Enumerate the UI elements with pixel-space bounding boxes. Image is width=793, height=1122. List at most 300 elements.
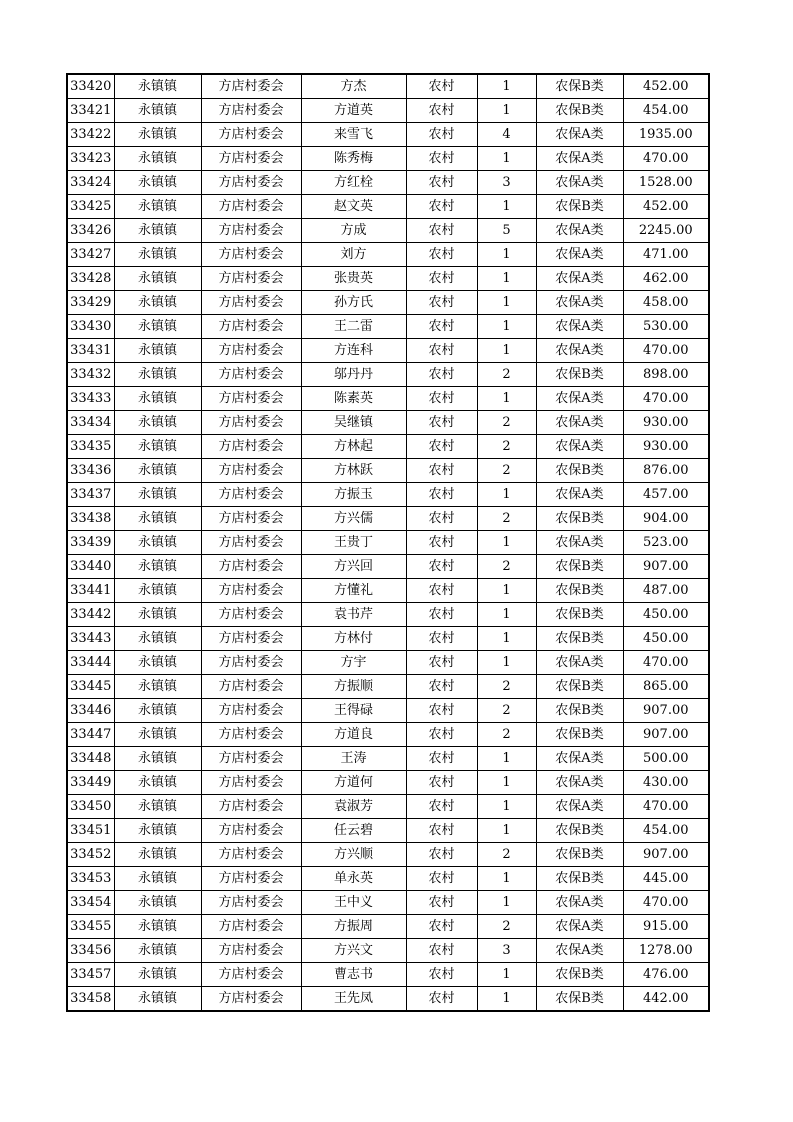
table-row [67, 987, 709, 1012]
cell-village-committee: 方店村委会 [201, 219, 301, 243]
cell-town: 永镇镇 [114, 795, 201, 819]
cell-person-count: 2 [477, 699, 536, 723]
cell-record-id: 33428 [67, 267, 114, 291]
table-row [67, 771, 709, 795]
cell-amount: 470.00 [623, 651, 709, 675]
cell-record-id: 33423 [67, 147, 114, 171]
cell-insurance-type: 农保A类 [536, 939, 623, 963]
cell-person-name: 孙方氏 [301, 291, 406, 315]
cell-amount: 2245.00 [623, 219, 709, 243]
cell-record-id: 33432 [67, 363, 114, 387]
cell-record-id: 33452 [67, 843, 114, 867]
cell-record-id: 33440 [67, 555, 114, 579]
cell-village-committee: 方店村委会 [201, 171, 301, 195]
cell-amount: 930.00 [623, 435, 709, 459]
cell-insurance-type: 农保B类 [536, 675, 623, 699]
cell-person-count: 1 [477, 315, 536, 339]
table-row [67, 291, 709, 315]
table-row [67, 795, 709, 819]
table-row [67, 99, 709, 123]
cell-amount: 907.00 [623, 843, 709, 867]
cell-category: 农村 [406, 315, 477, 339]
cell-person-name: 曹志书 [301, 963, 406, 987]
cell-village-committee: 方店村委会 [201, 291, 301, 315]
cell-category: 农村 [406, 867, 477, 891]
cell-category: 农村 [406, 939, 477, 963]
cell-insurance-type: 农保B类 [536, 963, 623, 987]
cell-insurance-type: 农保A类 [536, 747, 623, 771]
cell-category: 农村 [406, 627, 477, 651]
cell-town: 永镇镇 [114, 243, 201, 267]
cell-person-count: 1 [477, 531, 536, 555]
cell-town: 永镇镇 [114, 363, 201, 387]
table-row [67, 459, 709, 483]
cell-category: 农村 [406, 339, 477, 363]
cell-category: 农村 [406, 219, 477, 243]
cell-town: 永镇镇 [114, 459, 201, 483]
cell-record-id: 33454 [67, 891, 114, 915]
cell-person-count: 1 [477, 291, 536, 315]
cell-village-committee: 方店村委会 [201, 891, 301, 915]
cell-category: 农村 [406, 267, 477, 291]
cell-insurance-type: 农保A类 [536, 147, 623, 171]
cell-record-id: 33436 [67, 459, 114, 483]
cell-person-name: 方林付 [301, 627, 406, 651]
cell-village-committee: 方店村委会 [201, 795, 301, 819]
cell-person-count: 1 [477, 99, 536, 123]
cell-person-name: 张贵英 [301, 267, 406, 291]
cell-amount: 915.00 [623, 915, 709, 939]
cell-person-count: 1 [477, 963, 536, 987]
cell-record-id: 33445 [67, 675, 114, 699]
cell-amount: 462.00 [623, 267, 709, 291]
cell-category: 农村 [406, 483, 477, 507]
cell-record-id: 33425 [67, 195, 114, 219]
cell-village-committee: 方店村委会 [201, 843, 301, 867]
cell-person-name: 方道英 [301, 99, 406, 123]
cell-person-name: 方懂礼 [301, 579, 406, 603]
cell-amount: 500.00 [623, 747, 709, 771]
cell-insurance-type: 农保A类 [536, 219, 623, 243]
cell-person-name: 陈秀梅 [301, 147, 406, 171]
cell-category: 农村 [406, 795, 477, 819]
table-row [67, 747, 709, 771]
cell-amount: 450.00 [623, 603, 709, 627]
cell-category: 农村 [406, 915, 477, 939]
cell-person-name: 方道良 [301, 723, 406, 747]
cell-insurance-type: 农保B类 [536, 627, 623, 651]
cell-village-committee: 方店村委会 [201, 987, 301, 1012]
cell-insurance-type: 农保B类 [536, 459, 623, 483]
cell-town: 永镇镇 [114, 867, 201, 891]
cell-person-count: 1 [477, 891, 536, 915]
cell-amount: 523.00 [623, 531, 709, 555]
cell-insurance-type: 农保B类 [536, 74, 623, 99]
cell-category: 农村 [406, 195, 477, 219]
cell-village-committee: 方店村委会 [201, 387, 301, 411]
cell-village-committee: 方店村委会 [201, 459, 301, 483]
cell-record-id: 33444 [67, 651, 114, 675]
cell-village-committee: 方店村委会 [201, 531, 301, 555]
cell-category: 农村 [406, 99, 477, 123]
cell-person-count: 1 [477, 795, 536, 819]
cell-amount: 458.00 [623, 291, 709, 315]
cell-record-id: 33420 [67, 74, 114, 99]
cell-record-id: 33441 [67, 579, 114, 603]
cell-person-count: 4 [477, 123, 536, 147]
cell-person-count: 1 [477, 339, 536, 363]
table-row [67, 939, 709, 963]
cell-town: 永镇镇 [114, 387, 201, 411]
table-row [67, 243, 709, 267]
table-row [67, 867, 709, 891]
cell-insurance-type: 农保A类 [536, 123, 623, 147]
cell-insurance-type: 农保A类 [536, 411, 623, 435]
cell-record-id: 33458 [67, 987, 114, 1012]
cell-town: 永镇镇 [114, 315, 201, 339]
table-row [67, 267, 709, 291]
cell-person-count: 1 [477, 267, 536, 291]
cell-person-name: 吴继镇 [301, 411, 406, 435]
cell-person-count: 2 [477, 507, 536, 531]
cell-person-name: 方林起 [301, 435, 406, 459]
cell-amount: 1935.00 [623, 123, 709, 147]
cell-amount: 487.00 [623, 579, 709, 603]
cell-person-name: 王贵丁 [301, 531, 406, 555]
cell-category: 农村 [406, 987, 477, 1012]
cell-amount: 471.00 [623, 243, 709, 267]
cell-record-id: 33433 [67, 387, 114, 411]
cell-person-count: 2 [477, 675, 536, 699]
cell-record-id: 33426 [67, 219, 114, 243]
table-row [67, 891, 709, 915]
cell-person-count: 2 [477, 459, 536, 483]
cell-town: 永镇镇 [114, 507, 201, 531]
cell-insurance-type: 农保A类 [536, 891, 623, 915]
cell-village-committee: 方店村委会 [201, 315, 301, 339]
cell-insurance-type: 农保B类 [536, 843, 623, 867]
cell-amount: 907.00 [623, 723, 709, 747]
cell-category: 农村 [406, 819, 477, 843]
cell-person-count: 1 [477, 867, 536, 891]
cell-town: 永镇镇 [114, 939, 201, 963]
cell-record-id: 33456 [67, 939, 114, 963]
cell-person-name: 方兴回 [301, 555, 406, 579]
cell-record-id: 33457 [67, 963, 114, 987]
cell-person-name: 王涛 [301, 747, 406, 771]
cell-category: 农村 [406, 363, 477, 387]
table-row [67, 171, 709, 195]
cell-village-committee: 方店村委会 [201, 579, 301, 603]
cell-record-id: 33434 [67, 411, 114, 435]
cell-category: 农村 [406, 387, 477, 411]
cell-amount: 876.00 [623, 459, 709, 483]
cell-person-name: 方红栓 [301, 171, 406, 195]
cell-person-name: 袁淑芳 [301, 795, 406, 819]
table-row [67, 339, 709, 363]
cell-village-committee: 方店村委会 [201, 963, 301, 987]
cell-category: 农村 [406, 603, 477, 627]
cell-insurance-type: 农保A类 [536, 387, 623, 411]
cell-insurance-type: 农保B类 [536, 99, 623, 123]
cell-town: 永镇镇 [114, 891, 201, 915]
cell-village-committee: 方店村委会 [201, 363, 301, 387]
table-row [67, 123, 709, 147]
cell-town: 永镇镇 [114, 843, 201, 867]
cell-town: 永镇镇 [114, 987, 201, 1012]
cell-person-count: 1 [477, 387, 536, 411]
cell-village-committee: 方店村委会 [201, 267, 301, 291]
cell-category: 农村 [406, 699, 477, 723]
cell-person-count: 1 [477, 819, 536, 843]
cell-insurance-type: 农保A类 [536, 315, 623, 339]
cell-insurance-type: 农保B类 [536, 555, 623, 579]
cell-town: 永镇镇 [114, 435, 201, 459]
cell-insurance-type: 农保A类 [536, 339, 623, 363]
cell-record-id: 33435 [67, 435, 114, 459]
cell-town: 永镇镇 [114, 291, 201, 315]
cell-amount: 454.00 [623, 819, 709, 843]
cell-record-id: 33453 [67, 867, 114, 891]
cell-person-name: 方宇 [301, 651, 406, 675]
cell-person-name: 方振顺 [301, 675, 406, 699]
cell-village-committee: 方店村委会 [201, 627, 301, 651]
cell-record-id: 33439 [67, 531, 114, 555]
cell-insurance-type: 农保A类 [536, 171, 623, 195]
cell-village-committee: 方店村委会 [201, 771, 301, 795]
cell-insurance-type: 农保B类 [536, 579, 623, 603]
cell-insurance-type: 农保A类 [536, 483, 623, 507]
table-row [67, 387, 709, 411]
cell-person-name: 袁书芹 [301, 603, 406, 627]
cell-insurance-type: 农保B类 [536, 699, 623, 723]
cell-record-id: 33451 [67, 819, 114, 843]
cell-amount: 1278.00 [623, 939, 709, 963]
cell-category: 农村 [406, 579, 477, 603]
cell-person-name: 刘方 [301, 243, 406, 267]
cell-insurance-type: 农保A类 [536, 915, 623, 939]
cell-insurance-type: 农保A类 [536, 531, 623, 555]
cell-category: 农村 [406, 651, 477, 675]
cell-amount: 470.00 [623, 387, 709, 411]
cell-town: 永镇镇 [114, 555, 201, 579]
cell-insurance-type: 农保B类 [536, 819, 623, 843]
cell-amount: 430.00 [623, 771, 709, 795]
cell-person-name: 方兴儒 [301, 507, 406, 531]
cell-category: 农村 [406, 435, 477, 459]
cell-record-id: 33422 [67, 123, 114, 147]
cell-village-committee: 方店村委会 [201, 147, 301, 171]
cell-record-id: 33431 [67, 339, 114, 363]
cell-town: 永镇镇 [114, 147, 201, 171]
cell-category: 农村 [406, 147, 477, 171]
cell-village-committee: 方店村委会 [201, 915, 301, 939]
cell-person-name: 陈素英 [301, 387, 406, 411]
cell-amount: 865.00 [623, 675, 709, 699]
cell-village-committee: 方店村委会 [201, 195, 301, 219]
cell-amount: 454.00 [623, 99, 709, 123]
cell-person-name: 方林跃 [301, 459, 406, 483]
cell-amount: 930.00 [623, 411, 709, 435]
benefits-table [66, 73, 710, 1012]
cell-village-committee: 方店村委会 [201, 123, 301, 147]
cell-town: 永镇镇 [114, 699, 201, 723]
cell-record-id: 33421 [67, 99, 114, 123]
table-row [67, 195, 709, 219]
cell-person-name: 方振玉 [301, 483, 406, 507]
cell-category: 农村 [406, 507, 477, 531]
cell-category: 农村 [406, 243, 477, 267]
cell-village-committee: 方店村委会 [201, 483, 301, 507]
cell-person-count: 2 [477, 435, 536, 459]
cell-category: 农村 [406, 771, 477, 795]
table-row [67, 74, 709, 99]
cell-person-count: 2 [477, 411, 536, 435]
cell-person-name: 王中义 [301, 891, 406, 915]
cell-village-committee: 方店村委会 [201, 435, 301, 459]
table-row [67, 675, 709, 699]
cell-town: 永镇镇 [114, 195, 201, 219]
cell-amount: 907.00 [623, 555, 709, 579]
cell-person-count: 1 [477, 483, 536, 507]
cell-insurance-type: 农保B类 [536, 723, 623, 747]
cell-insurance-type: 农保A类 [536, 243, 623, 267]
cell-town: 永镇镇 [114, 819, 201, 843]
cell-amount: 898.00 [623, 363, 709, 387]
cell-village-committee: 方店村委会 [201, 411, 301, 435]
cell-insurance-type: 农保A类 [536, 651, 623, 675]
cell-person-name: 单永英 [301, 867, 406, 891]
cell-person-count: 1 [477, 195, 536, 219]
cell-category: 农村 [406, 531, 477, 555]
cell-village-committee: 方店村委会 [201, 747, 301, 771]
cell-amount: 470.00 [623, 891, 709, 915]
cell-amount: 445.00 [623, 867, 709, 891]
cell-town: 永镇镇 [114, 99, 201, 123]
cell-town: 永镇镇 [114, 74, 201, 99]
cell-insurance-type: 农保B类 [536, 987, 623, 1012]
cell-village-committee: 方店村委会 [201, 651, 301, 675]
cell-amount: 470.00 [623, 339, 709, 363]
table-row [67, 483, 709, 507]
cell-person-count: 1 [477, 603, 536, 627]
cell-person-name: 方成 [301, 219, 406, 243]
cell-category: 农村 [406, 843, 477, 867]
cell-village-committee: 方店村委会 [201, 867, 301, 891]
cell-amount: 907.00 [623, 699, 709, 723]
cell-person-count: 3 [477, 171, 536, 195]
cell-village-committee: 方店村委会 [201, 555, 301, 579]
cell-town: 永镇镇 [114, 579, 201, 603]
cell-insurance-type: 农保A类 [536, 267, 623, 291]
cell-town: 永镇镇 [114, 723, 201, 747]
cell-category: 农村 [406, 723, 477, 747]
cell-town: 永镇镇 [114, 771, 201, 795]
cell-village-committee: 方店村委会 [201, 339, 301, 363]
cell-category: 农村 [406, 291, 477, 315]
cell-category: 农村 [406, 963, 477, 987]
cell-town: 永镇镇 [114, 267, 201, 291]
cell-amount: 457.00 [623, 483, 709, 507]
cell-person-name: 邬丹丹 [301, 363, 406, 387]
cell-insurance-type: 农保B类 [536, 507, 623, 531]
cell-village-committee: 方店村委会 [201, 723, 301, 747]
table-row [67, 435, 709, 459]
cell-insurance-type: 农保A类 [536, 291, 623, 315]
table-row [67, 507, 709, 531]
cell-record-id: 33443 [67, 627, 114, 651]
cell-town: 永镇镇 [114, 339, 201, 363]
cell-category: 农村 [406, 555, 477, 579]
cell-village-committee: 方店村委会 [201, 819, 301, 843]
cell-town: 永镇镇 [114, 963, 201, 987]
cell-amount: 452.00 [623, 195, 709, 219]
cell-village-committee: 方店村委会 [201, 507, 301, 531]
table-row [67, 915, 709, 939]
table-row [67, 819, 709, 843]
cell-category: 农村 [406, 171, 477, 195]
table-row [67, 843, 709, 867]
cell-person-count: 1 [477, 627, 536, 651]
cell-person-name: 方杰 [301, 74, 406, 99]
table-row [67, 219, 709, 243]
cell-person-name: 方道何 [301, 771, 406, 795]
cell-village-committee: 方店村委会 [201, 675, 301, 699]
cell-insurance-type: 农保A类 [536, 435, 623, 459]
cell-record-id: 33455 [67, 915, 114, 939]
table-row [67, 699, 709, 723]
cell-town: 永镇镇 [114, 171, 201, 195]
cell-insurance-type: 农保A类 [536, 795, 623, 819]
cell-person-name: 方兴顺 [301, 843, 406, 867]
cell-person-count: 1 [477, 747, 536, 771]
cell-record-id: 33430 [67, 315, 114, 339]
cell-amount: 470.00 [623, 795, 709, 819]
cell-insurance-type: 农保B类 [536, 363, 623, 387]
cell-category: 农村 [406, 747, 477, 771]
cell-amount: 1528.00 [623, 171, 709, 195]
cell-person-count: 1 [477, 771, 536, 795]
cell-insurance-type: 农保B类 [536, 867, 623, 891]
cell-village-committee: 方店村委会 [201, 603, 301, 627]
cell-town: 永镇镇 [114, 915, 201, 939]
cell-town: 永镇镇 [114, 123, 201, 147]
cell-person-name: 方连科 [301, 339, 406, 363]
cell-village-committee: 方店村委会 [201, 74, 301, 99]
table-row [67, 555, 709, 579]
table-row [67, 363, 709, 387]
cell-category: 农村 [406, 459, 477, 483]
cell-person-count: 1 [477, 147, 536, 171]
cell-person-count: 1 [477, 987, 536, 1012]
cell-record-id: 33448 [67, 747, 114, 771]
cell-record-id: 33424 [67, 171, 114, 195]
cell-record-id: 33447 [67, 723, 114, 747]
cell-category: 农村 [406, 411, 477, 435]
cell-record-id: 33446 [67, 699, 114, 723]
table-row [67, 603, 709, 627]
cell-town: 永镇镇 [114, 675, 201, 699]
cell-record-id: 33429 [67, 291, 114, 315]
table-row [67, 723, 709, 747]
cell-person-count: 2 [477, 723, 536, 747]
table-body [67, 74, 709, 1011]
table-row [67, 651, 709, 675]
cell-person-count: 1 [477, 651, 536, 675]
cell-category: 农村 [406, 74, 477, 99]
cell-village-committee: 方店村委会 [201, 99, 301, 123]
cell-person-name: 王二雷 [301, 315, 406, 339]
